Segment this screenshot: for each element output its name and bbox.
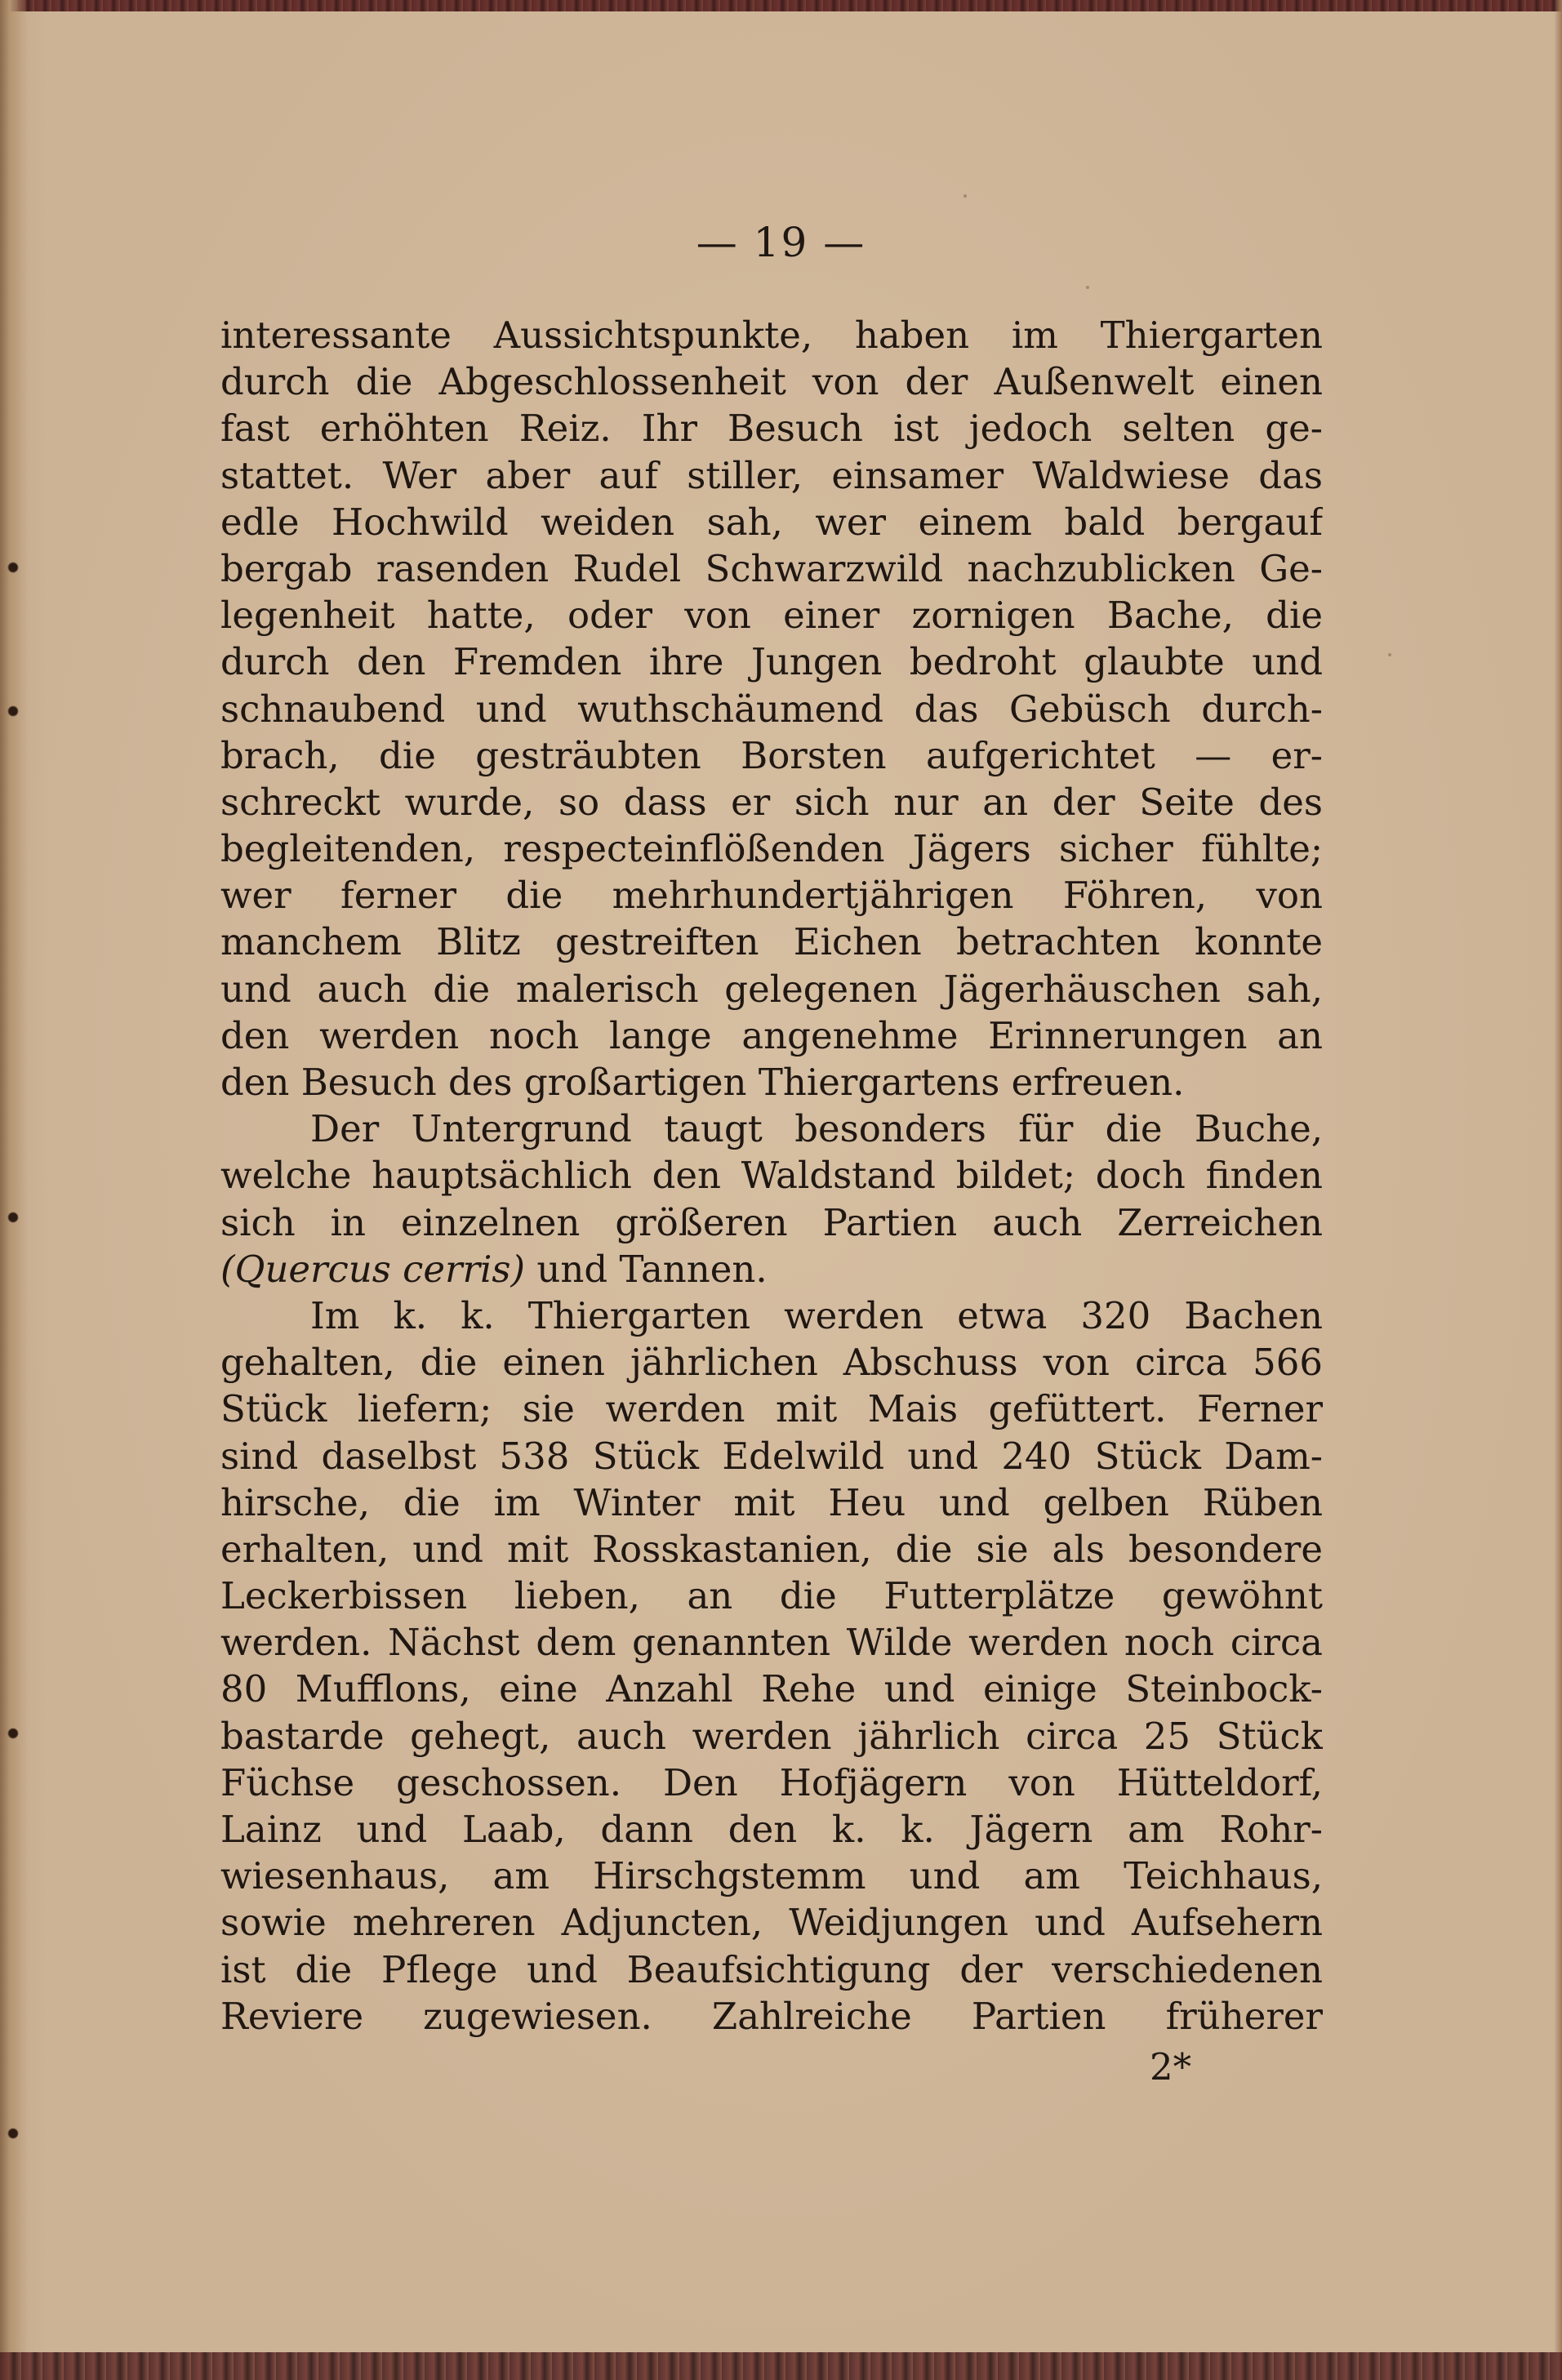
text-line: durch den Fremden ihre Jungen bedroht glaubte und — [220, 640, 1323, 684]
text-line: interessante Aussichtspunkte, haben im Thiergarten — [220, 314, 1323, 357]
signature-mark: 2* — [1150, 2045, 1192, 2089]
latin-name: (Quercus cerris) — [220, 1247, 526, 1291]
text-line: wer ferner die mehrhundertjährigen Föhren, von — [220, 874, 1323, 918]
text-line: brach, die gesträubten Borsten aufgerichtet — er- — [220, 733, 1323, 777]
text-line: schreckt wurde, so dass er sich nur an der Seite des — [220, 780, 1323, 824]
paper-fleck — [963, 194, 967, 198]
text-line: Reviere zugewiesen. Zahlreiche Partien früherer — [220, 1994, 1323, 2038]
text-line: und auch die malerisch gelegenen Jägerhäuschen sah, — [220, 967, 1323, 1011]
text-line: werden. Nächst dem genannten Wilde werden noch circa — [220, 1621, 1323, 1665]
text-line: legenheit hatte, oder von einer zornigen Bache, die — [220, 594, 1323, 638]
page-binding-edge — [0, 0, 28, 2380]
text-line: erhalten, und mit Rosskastanien, die sie als besondere — [220, 1527, 1323, 1571]
text-line: hirsche, die im Winter mit Heu und gelben Rüben — [220, 1480, 1323, 1524]
text-line: den werden noch lange angenehme Erinnerungen an — [220, 1013, 1323, 1057]
text-line: Füchse geschossen. Den Hofjägern von Hütteldorf, — [220, 1760, 1323, 1804]
text-line: durch die Abgeschlossenheit von der Außenwelt einen — [220, 360, 1323, 404]
text-line: wiesenhaus, am Hirschgstemm und am Teichhaus, — [220, 1854, 1323, 1898]
text-line: Lainz und Laab, dann den k. k. Jägern am Rohr- — [220, 1808, 1323, 1851]
text-line: fast erhöhten Reiz. Ihr Besuch ist jedoch selten ge- — [220, 407, 1323, 451]
binding-hole-mark — [5, 1723, 21, 1744]
body-text — [220, 312, 1323, 2040]
text-line: begleitenden, respecteinflößenden Jägers sicher fühlte; — [220, 827, 1323, 871]
page-number: — 19 — — [696, 219, 866, 266]
page-top-edge — [0, 0, 1562, 11]
text-line: sich in einzelnen größeren Partien auch Zerreichen — [220, 1200, 1323, 1244]
text-line: bastarde gehegt, auch werden jährlich circa 25 Stück — [220, 1714, 1323, 1758]
text-line: gehalten, die einen jährlichen Abschuss von circa 566 — [220, 1341, 1323, 1385]
text-line: manchem Blitz gestreiften Eichen betrachten konnte — [220, 920, 1323, 964]
binding-hole-mark — [5, 701, 21, 722]
binding-hole-mark — [5, 1207, 21, 1228]
text-line: bergab rasenden Rudel Schwarzwild nachzublicken Ge- — [220, 546, 1323, 590]
text-line: stattet. Wer aber auf stiller, einsamer Waldwiese das — [220, 453, 1323, 497]
binding-hole-mark — [5, 557, 21, 578]
text-line: Leckerbissen lieben, an die Futterplätze gewöhnt — [220, 1574, 1323, 1618]
page-right-edge — [1554, 0, 1562, 2380]
text-line: sind daselbst 538 Stück Edelwild und 240 Stück Dam- — [220, 1434, 1323, 1478]
text-line: ist die Pflege und Beaufsichtigung der verschiedenen — [220, 1947, 1323, 1991]
text-line: Stück liefern; sie werden mit Mais gefüttert. Ferner — [220, 1387, 1323, 1431]
text-line: den Besuch des großartigen Thiergartens erfreuen. — [220, 1061, 1185, 1104]
binding-hole-mark — [5, 2123, 21, 2144]
text-line: welche hauptsächlich den Waldstand bildet; doch finden — [220, 1154, 1323, 1198]
text-line: schnaubend und wuthschäumend das Gebüsch durch- — [220, 687, 1323, 731]
text-line: Der Untergrund taugt besonders für die Buche, — [310, 1107, 1323, 1151]
page-bottom-edge — [0, 2352, 1562, 2380]
paper-fleck — [1086, 286, 1089, 289]
text-line: edle Hochwild weiden sah, wer einem bald bergauf — [220, 500, 1323, 544]
text-line: 80 Mufflons, eine Anzahl Rehe und einige Steinbock- — [220, 1667, 1323, 1711]
text-line: Im k. k. Thiergarten werden etwa 320 Bachen — [310, 1293, 1323, 1337]
text-line-italic: (Quercus cerris) und Tannen. — [220, 1247, 768, 1291]
paper-fleck — [1388, 653, 1391, 656]
text-line: sowie mehreren Adjuncten, Weidjungen und Aufsehern — [220, 1901, 1323, 1945]
